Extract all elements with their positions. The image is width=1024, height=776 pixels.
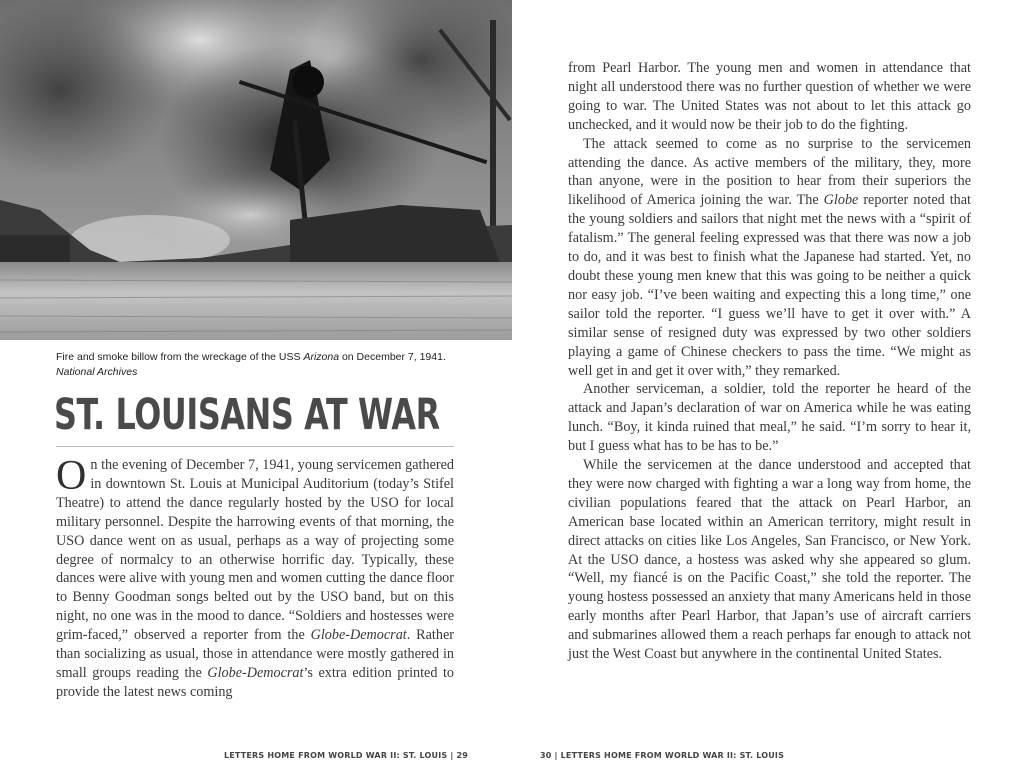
newspaper-name-globe: Globe: [823, 192, 859, 209]
caption-credit: National Archives: [56, 366, 138, 378]
left-body-part-2: . Rather than socializing as usual, those in attendance were mostly gathered in small groups reading the: [56, 627, 454, 681]
right-paragraph-1-part-b: reporter noted that the young soldiers and sailors that night met the news with a “spirit of fatalism.” The general feeling expressed was that there was now a job to do, and it was best to finish what the Japanese had started. Yet, no doubt these young men knew that this was going to be neither a quick nor easy job. “I’ve been waiting and expecting this a long time,” one sailor told the reporter. “I guess we’ll have to get it over with.” A similar sense of resigned duty was expressed by two other soldiers playing a game of Chinese checkers to pass the time. “We might as well get in and get it over with,” they remarked.: [568, 192, 971, 379]
chapter-title: ST. LOUISANS AT WAR: [54, 390, 440, 440]
caption-text-before: Fire and smoke billow from the wreckage of the USS: [56, 351, 304, 363]
right-paragraph-2: Another serviceman, a soldier, told the reporter he heard of the attack and Japan’s declaration of war on America while he was eating lunch. “Boy, it kinda ruined that meal,” he said. “I’m sorry to hear it, but I guess what has to be has to be.”: [568, 381, 971, 455]
caption-ship-name: Arizona: [303, 351, 340, 363]
left-body-part-3: ’s extra edition printed to provide the latest news coming: [56, 664, 454, 700]
title-divider: [56, 446, 454, 447]
drop-cap: O: [56, 453, 87, 499]
ship-fire-photo-icon: [0, 0, 512, 340]
right-paragraph-3: While the servicemen at the dance understood and accepted that they were now charged with fighting a war a long way from home, the civilian populations feared that the attack on Pearl Harbor, an American base located within an American territory, might result in direct attacks on cities like Los Angeles, San Francisco, or New York. At the USO dance, a hostess was asked why she appeared so glum. “Well, my fiancé is on the Pacific Coast,” she told the reporter. The young hostess possessed an anxiety that many Americans held in those early months after Pearl Harbor, that Japan’s use of aircraft carriers and submarines allowed them a reach perhaps far enough to attack not just the West Coast but anywhere in the continental United States.: [568, 457, 971, 663]
newspaper-name-2: Globe-Democrat: [207, 664, 304, 681]
left-page-footer: LETTERS HOME FROM WORLD WAR II: ST. LOUIS | 29: [223, 751, 468, 760]
uss-arizona-photo: [0, 0, 512, 340]
right-paragraph-1: [568, 135, 971, 381]
photo-caption: [56, 350, 496, 380]
right-paragraph-1-part-a: The attack seemed to come as no surprise to the servicemen attending the dance. As active members of the military, they, more than anyone, were in the position to hear from their superiors the likelihood of America joining the war. The: [568, 135, 971, 209]
left-body-paragraph: [56, 453, 454, 702]
left-body-part-1: n the evening of December 7, 1941, young servicemen gathered in downtown St. Louis at Municipal Auditorium (today’s Stifel Theatre) to attend the dance regularly hosted by the USO for local military personnel. Despite the harrowing events of that morning, the USO dance went on as usual, perhaps as a way of projecting some degree of normalcy to an otherwise horrific day. Typically, these dances were alive with young men and women cutting the dance floor to Benny Goodman songs belted out by the USO band, but on this night, no one was in the mood to dance. “Soldiers and hostesses were grim-faced,” observed a reporter from the: [56, 457, 454, 644]
right-page-footer: 30 | LETTERS HOME FROM WORLD WAR II: ST. LOUIS: [540, 751, 785, 760]
right-page: [512, 0, 1024, 776]
newspaper-name: Globe-Democrat: [310, 627, 407, 644]
caption-text-after: on December 7, 1941.: [339, 351, 446, 363]
right-body-text: [568, 59, 971, 664]
right-paragraph-0: from Pearl Harbor. The young men and women in attendance that night all understood there was no further question of whether we were going to war. The United States was not about to let this attack go unchecked, and it would now be their job to do the fighting.: [568, 60, 971, 133]
